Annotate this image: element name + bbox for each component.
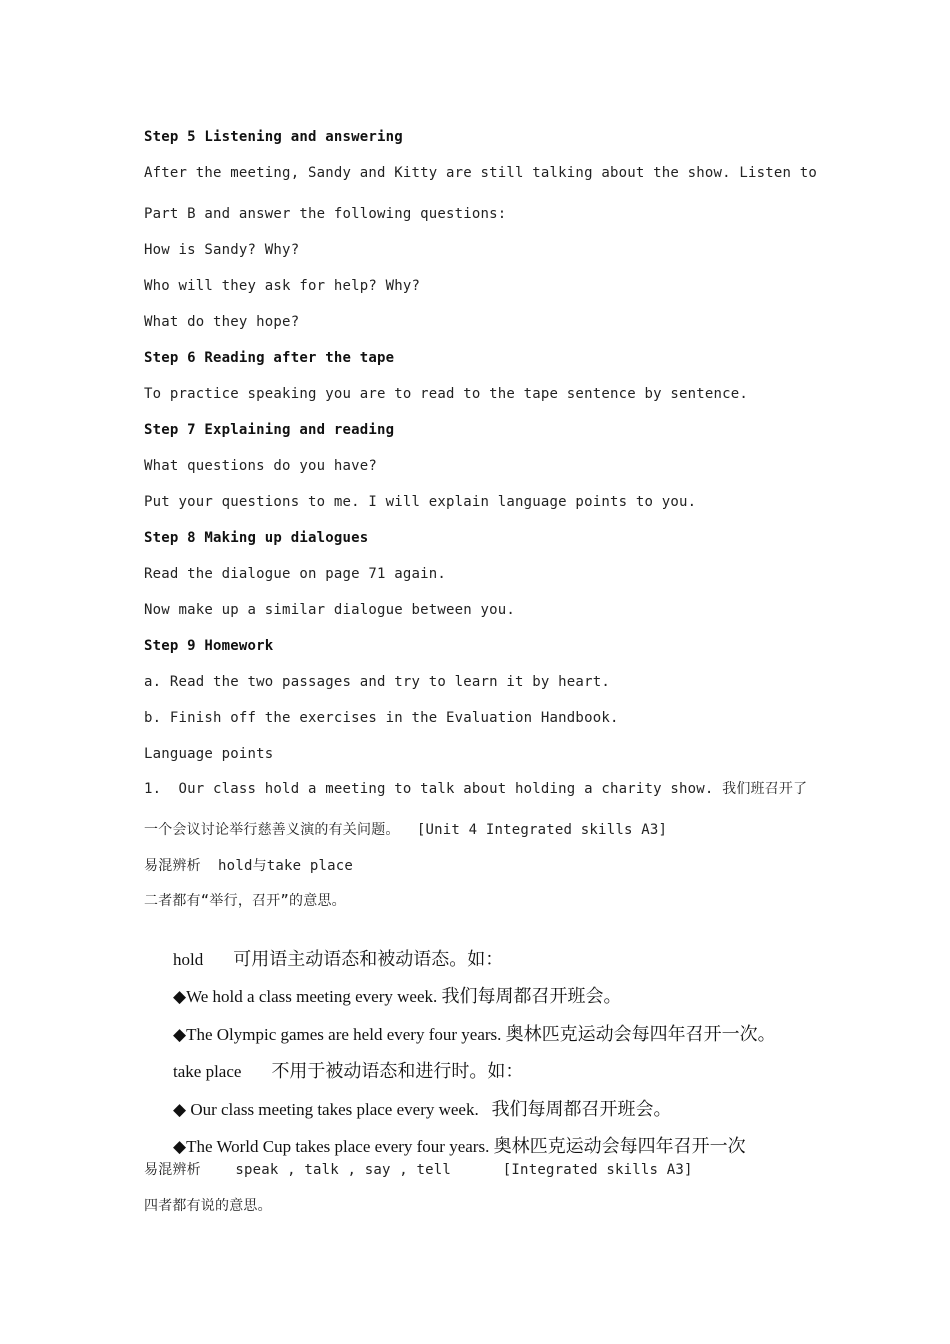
step8-heading: Step 8 Making up dialogues [144, 530, 369, 546]
example-2-english: ◆The Olympic games are held every four years. [173, 1025, 502, 1044]
take-place-term: take place [173, 1062, 242, 1081]
language-point-1-line1: 1. Our class hold a meeting to talk about holding a charity show. 我们班召开了 [144, 781, 808, 797]
step7-line2: Put your questions to me. I will explain language points to you. [144, 494, 697, 510]
step8-line2: Now make up a similar dialogue between you. [144, 602, 516, 618]
confusable-words-hold-take-place: 易混辨析 hold与take place [144, 858, 354, 874]
step9-item-a: a. Read the two passages and try to learn it by heart. [144, 674, 610, 690]
step6-instruction: To practice speaking you are to read to the tape sentence by sentence. [144, 386, 749, 402]
step7-line1: What questions do you have? [144, 458, 377, 474]
step5-question-2: Who will they ask for help? Why? [144, 278, 421, 294]
step5-instruction-line1: After the meeting, Sandy and Kitty are still talking about the show. Listen to [144, 165, 818, 181]
take-place-usage-note: 不用于被动语态和进行时。如： [271, 1061, 524, 1082]
language-point-1-line2: 一个会议讨论举行慈善义演的有关问题。 [Unit 4 Integrated skills A3] [144, 822, 668, 838]
example-3-english: ◆ Our class meeting takes place every week. [173, 1100, 479, 1119]
hold-usage-note: 可用语主动语态和被动语态。如： [233, 949, 504, 970]
example-1-english: ◆We hold a class meeting every week. [173, 987, 438, 1006]
shared-meaning-note: 二者都有“举行，召开”的意思。 [144, 893, 346, 909]
confusable-words-speak-talk-say-tell: 易混辨析 speak , talk , say , tell [Integrated skills A3] [144, 1162, 693, 1178]
language-points-heading: Language points [144, 746, 274, 762]
example-4-chinese: 奥林匹克运动会每四年召开一次 [493, 1136, 746, 1157]
hold-term: hold [173, 950, 204, 969]
step5-question-3: What do they hope? [144, 314, 300, 330]
example-2-chinese: 奥林匹克运动会每四年召开一次。 [505, 1024, 776, 1045]
step5-instruction-line2: Part B and answer the following questions: [144, 206, 507, 222]
step9-item-b: b. Finish off the exercises in the Evaluation Handbook. [144, 710, 619, 726]
step9-heading: Step 9 Homework [144, 638, 274, 654]
step5-heading: Step 5 Listening and answering [144, 129, 403, 145]
step7-heading: Step 7 Explaining and reading [144, 422, 395, 438]
step8-line1: Read the dialogue on page 71 again. [144, 566, 447, 582]
shared-meaning-note-2: 四者都有说的意思。 [144, 1198, 272, 1214]
step6-heading: Step 6 Reading after the tape [144, 350, 395, 366]
example-3-chinese: 我们每周都召开班会。 [491, 1099, 672, 1120]
step5-question-1: How is Sandy? Why? [144, 242, 300, 258]
example-1-chinese: 我们每周都召开班会。 [441, 986, 622, 1007]
example-4-english: ◆The World Cup takes place every four years. [173, 1137, 490, 1156]
